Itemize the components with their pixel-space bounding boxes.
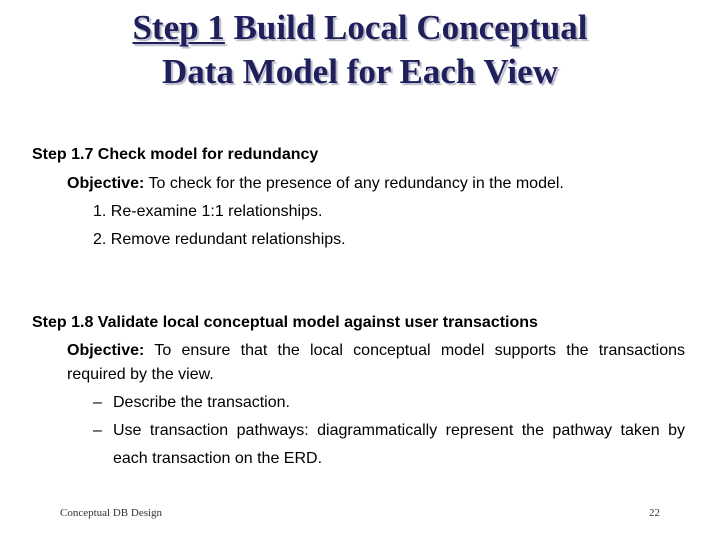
slide-title	[0, 6, 720, 94]
objective-text: To check for the presence of any redundancy in the model.	[144, 175, 564, 192]
title-line-2: Data Model for Each View	[162, 52, 558, 91]
step-1-8-heading: Step 1.8 Validate local conceptual model against user transactions	[32, 314, 538, 331]
step-1-8-item-1-text: Describe the transaction.	[113, 394, 290, 411]
step-1-8-item-2-text: Use transaction pathways: diagrammatically represent the pathway taken by each transaction on the ERD.	[113, 422, 685, 467]
objective-label: Objective:	[67, 175, 145, 192]
dash-bullet: –	[93, 422, 102, 439]
title-line-1-rest: Build Local Conceptual	[224, 8, 588, 47]
objective-label: Objective:	[67, 342, 145, 359]
footer-page-number: 22	[649, 507, 660, 519]
step-1-7-heading: Step 1.7 Check model for redundancy	[32, 146, 319, 163]
title-line-1	[0, 6, 720, 50]
objective-text: To ensure that the local conceptual model supports the transactions required by the view.	[67, 342, 685, 383]
footer-course-title: Conceptual DB Design	[60, 507, 163, 519]
step-1-7-item-1: 1. Re-examine 1:1 relationships.	[93, 203, 323, 220]
dash-bullet: –	[93, 394, 102, 411]
step-1-8-item-2	[93, 417, 685, 473]
step-1-8-objective	[67, 339, 685, 387]
step-1-7-item-2: 2. Remove redundant relationships.	[93, 231, 346, 248]
step-1-8-item-1	[93, 389, 685, 417]
step-1-7-objective	[67, 172, 667, 196]
title-step-label: Step 1	[132, 8, 225, 47]
